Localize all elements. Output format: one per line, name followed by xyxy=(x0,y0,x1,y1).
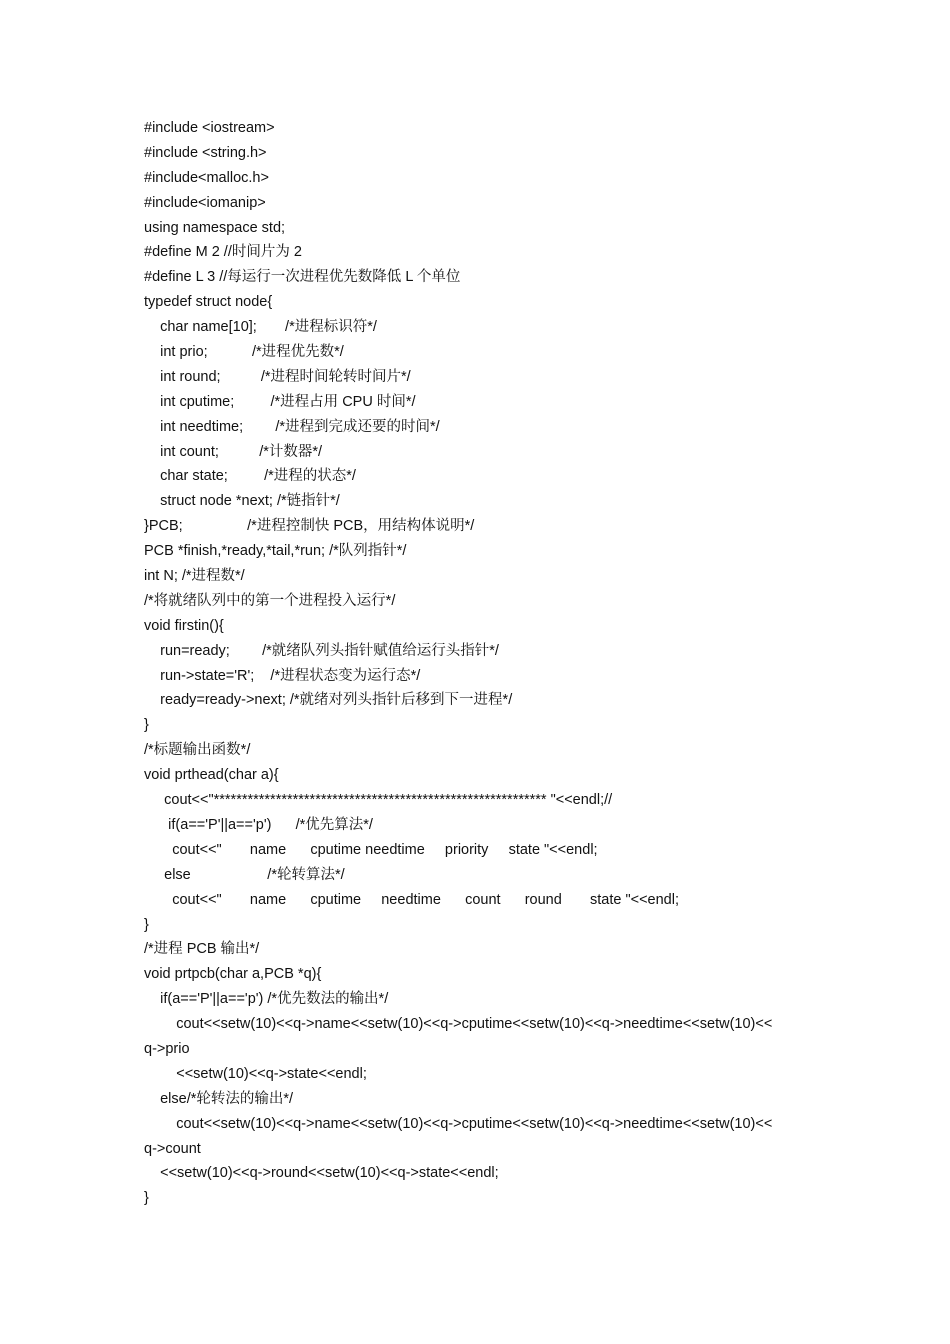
code-line: #define M 2 //时间片为 2 xyxy=(144,244,302,261)
code-line: cout<<"*********************************************************** "<<endl;// xyxy=(144,792,613,809)
code-line: PCB *finish,*ready,*tail,*run; /*队列指针*/ xyxy=(144,543,407,560)
code-line: #include <string.h> xyxy=(144,144,267,161)
code-line: char name[10]; /*进程标识符*/ xyxy=(144,319,377,336)
code-line: #include<iomanip> xyxy=(144,194,266,211)
code-line: <<setw(10)<<q->state<<endl; xyxy=(144,1065,367,1082)
code-line: int round; /*进程时间轮转时间片*/ xyxy=(144,368,411,385)
code-line: run->state='R'; /*进程状态变为运行态*/ xyxy=(144,667,421,684)
code-line: /*标题输出函数*/ xyxy=(144,742,251,759)
code-line: /*将就绪队列中的第一个进程投入运行*/ xyxy=(144,592,396,609)
code-line: struct node *next; /*链指针*/ xyxy=(144,493,340,510)
code-listing xyxy=(144,116,804,1211)
code-line: int N; /*进程数*/ xyxy=(144,568,245,585)
code-line: int needtime; /*进程到完成还要的时间*/ xyxy=(144,418,440,435)
code-line: run=ready; /*就绪队列头指针赋值给运行头指针*/ xyxy=(144,642,499,659)
code-line: cout<<setw(10)<<q->name<<setw(10)<<q->cputime<<setw(10)<<q->needtime<<setw(10)<< xyxy=(144,1016,773,1033)
code-line: } xyxy=(144,916,149,933)
code-line: } xyxy=(144,1190,149,1207)
code-line: else /*轮转算法*/ xyxy=(144,866,345,883)
code-line: #include<malloc.h> xyxy=(144,169,269,186)
code-line: #define L 3 //每运行一次进程优先数降低 L 个单位 xyxy=(144,269,461,286)
code-line: /*进程 PCB 输出*/ xyxy=(144,941,260,958)
code-line: }PCB; /*进程控制快 PCB，用结构体说明*/ xyxy=(144,518,475,535)
code-line: ready=ready->next; /*就绪对列头指针后移到下一进程*/ xyxy=(144,692,513,709)
code-line: int count; /*计数器*/ xyxy=(144,443,323,460)
code-line: else/*轮转法的输出*/ xyxy=(144,1090,294,1107)
code-line: int cputime; /*进程占用 CPU 时间*/ xyxy=(144,393,416,410)
code-line: typedef struct node{ xyxy=(144,294,273,311)
code-line: cout<<" name cputime needtime count round state "<<endl; xyxy=(144,891,679,908)
code-line: cout<<setw(10)<<q->name<<setw(10)<<q->cputime<<setw(10)<<q->needtime<<setw(10)<< xyxy=(144,1115,773,1132)
code-line: <<setw(10)<<q->round<<setw(10)<<q->state<<endl; xyxy=(144,1165,499,1182)
code-line: int prio; /*进程优先数*/ xyxy=(144,344,344,361)
code-line: void prtpcb(char a,PCB *q){ xyxy=(144,966,322,983)
code-line: if(a=='P'||a=='p') /*优先数法的输出*/ xyxy=(144,991,389,1008)
code-line: cout<<" name cputime needtime priority state "<<endl; xyxy=(144,841,598,858)
code-line: #include <iostream> xyxy=(144,120,275,136)
code-line: q->prio xyxy=(144,1040,190,1057)
code-line: if(a=='P'||a=='p') /*优先算法*/ xyxy=(144,816,373,833)
code-line: void prthead(char a){ xyxy=(144,767,279,784)
code-line: } xyxy=(144,717,149,734)
code-line: using namespace std; xyxy=(144,219,286,236)
code-line: q->count xyxy=(144,1140,201,1157)
code-line: void firstin(){ xyxy=(144,617,224,634)
code-line: char state; /*进程的状态*/ xyxy=(144,468,356,485)
